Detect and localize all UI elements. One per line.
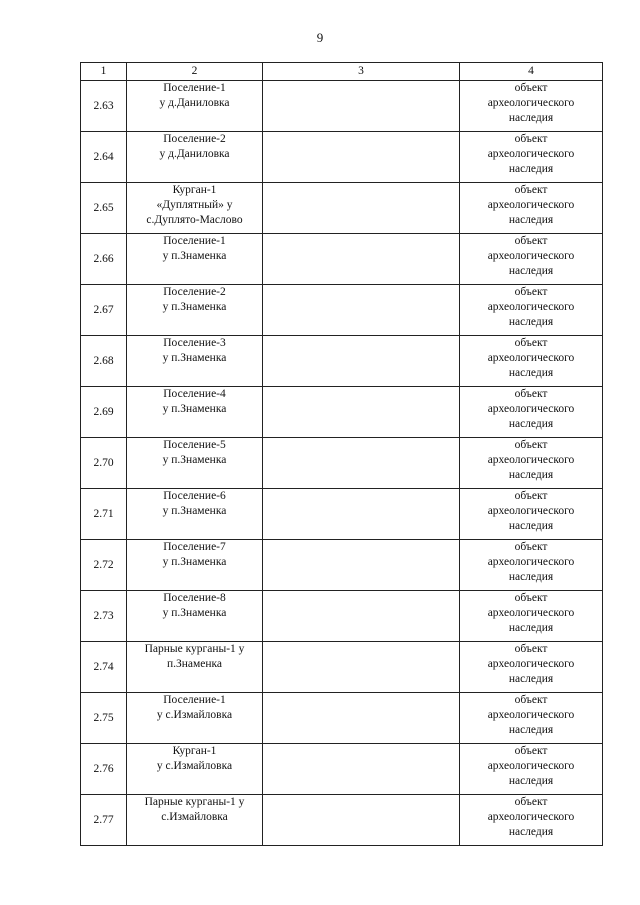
- object-status-line: наследия: [508, 418, 554, 430]
- column-3-cell: [263, 693, 460, 744]
- object-status-cell: [460, 489, 603, 540]
- row-number: 2.65: [81, 183, 127, 234]
- object-status-cell: [460, 387, 603, 438]
- object-status-line: наследия: [508, 214, 554, 226]
- object-name-line: «Дуплятный» у: [156, 199, 233, 211]
- object-status-line: объект: [514, 235, 548, 247]
- table-row: [81, 642, 603, 693]
- object-name-line: у п.Знаменка: [162, 352, 227, 364]
- object-status-line: археологического: [487, 199, 575, 211]
- object-status-cell: [460, 795, 603, 846]
- object-status-line: наследия: [508, 265, 554, 277]
- object-status-cell: [460, 234, 603, 285]
- object-status-cell: [460, 336, 603, 387]
- object-status-line: археологического: [487, 607, 575, 619]
- table-row: [81, 540, 603, 591]
- heritage-objects-table: [80, 62, 603, 846]
- object-name-line: с.Дуплято-Маслово: [146, 214, 243, 226]
- column-3-cell: [263, 642, 460, 693]
- row-number: 2.71: [81, 489, 127, 540]
- table-row: [81, 438, 603, 489]
- object-name-line: Поселение-5: [163, 439, 226, 451]
- object-status-line: объект: [514, 337, 548, 349]
- object-name-line: у п.Знаменка: [162, 505, 227, 517]
- object-name-line: Поселение-1: [163, 82, 226, 94]
- table-row: [81, 234, 603, 285]
- object-name-line: Курган-1: [172, 184, 217, 196]
- column-header-1: 1: [81, 63, 127, 81]
- object-name-line: у с.Измайловка: [156, 760, 233, 772]
- object-name-line: Парные курганы-1 у: [144, 643, 245, 655]
- object-status-line: объект: [514, 541, 548, 553]
- row-number: 2.63: [81, 81, 127, 132]
- table-row: [81, 489, 603, 540]
- column-header-4: 4: [460, 63, 603, 81]
- object-status-cell: [460, 744, 603, 795]
- object-status-line: наследия: [508, 826, 554, 838]
- object-status-line: объект: [514, 796, 548, 808]
- object-status-line: наследия: [508, 469, 554, 481]
- object-status-cell: [460, 438, 603, 489]
- column-3-cell: [263, 285, 460, 336]
- column-3-cell: [263, 336, 460, 387]
- table-row: [81, 336, 603, 387]
- object-name-cell: [127, 132, 263, 183]
- object-status-line: археологического: [487, 403, 575, 415]
- object-name-cell: [127, 591, 263, 642]
- column-3-cell: [263, 183, 460, 234]
- column-header-3: 3: [263, 63, 460, 81]
- object-status-line: объект: [514, 694, 548, 706]
- object-name-line: Поселение-7: [163, 541, 226, 553]
- row-number: 2.77: [81, 795, 127, 846]
- object-name-line: п.Знаменка: [166, 658, 223, 670]
- object-name-line: с.Измайловка: [161, 811, 228, 823]
- table-row: [81, 285, 603, 336]
- object-status-line: наследия: [508, 520, 554, 532]
- object-name-line: у с.Измайловка: [156, 709, 233, 721]
- object-status-line: археологического: [487, 658, 575, 670]
- object-status-cell: [460, 183, 603, 234]
- row-number: 2.74: [81, 642, 127, 693]
- row-number: 2.66: [81, 234, 127, 285]
- row-number: 2.70: [81, 438, 127, 489]
- object-name-cell: [127, 693, 263, 744]
- table-header: [81, 63, 603, 81]
- object-name-line: Парные курганы-1 у: [144, 796, 245, 808]
- row-number: 2.72: [81, 540, 127, 591]
- object-name-cell: [127, 234, 263, 285]
- object-status-line: объект: [514, 184, 548, 196]
- object-name-line: Поселение-4: [163, 388, 226, 400]
- object-status-line: археологического: [487, 148, 575, 160]
- object-status-line: археологического: [487, 352, 575, 364]
- table-row: [81, 591, 603, 642]
- row-number: 2.67: [81, 285, 127, 336]
- object-status-line: археологического: [487, 556, 575, 568]
- object-status-cell: [460, 591, 603, 642]
- object-name-cell: [127, 387, 263, 438]
- table-row: [81, 387, 603, 438]
- object-name-line: Поселение-2: [163, 133, 226, 145]
- column-3-cell: [263, 81, 460, 132]
- column-3-cell: [263, 132, 460, 183]
- object-name-line: у п.Знаменка: [162, 301, 227, 313]
- object-status-line: объект: [514, 82, 548, 94]
- object-name-line: Курган-1: [172, 745, 217, 757]
- object-name-line: Поселение-6: [163, 490, 226, 502]
- object-status-line: наследия: [508, 724, 554, 736]
- object-status-cell: [460, 642, 603, 693]
- object-status-line: археологического: [487, 760, 575, 772]
- object-name-cell: [127, 795, 263, 846]
- object-status-cell: [460, 81, 603, 132]
- row-number: 2.73: [81, 591, 127, 642]
- object-name-line: Поселение-8: [163, 592, 226, 604]
- object-name-cell: [127, 438, 263, 489]
- table-row: [81, 795, 603, 846]
- table-body: [81, 81, 603, 846]
- object-status-line: объект: [514, 490, 548, 502]
- object-name-line: у п.Знаменка: [162, 454, 227, 466]
- table-row: [81, 183, 603, 234]
- object-status-line: наследия: [508, 673, 554, 685]
- object-status-line: наследия: [508, 163, 554, 175]
- object-status-line: археологического: [487, 505, 575, 517]
- object-name-line: Поселение-1: [163, 694, 226, 706]
- object-name-cell: [127, 183, 263, 234]
- object-status-line: наследия: [508, 316, 554, 328]
- column-3-cell: [263, 591, 460, 642]
- object-status-line: объект: [514, 592, 548, 604]
- row-number: 2.64: [81, 132, 127, 183]
- table-row: [81, 744, 603, 795]
- object-status-line: наследия: [508, 775, 554, 787]
- page-number: 9: [316, 30, 324, 45]
- object-status-line: объект: [514, 388, 548, 400]
- column-3-cell: [263, 744, 460, 795]
- header-row: [81, 63, 603, 81]
- object-status-line: наследия: [508, 622, 554, 634]
- object-status-line: объект: [514, 643, 548, 655]
- object-status-cell: [460, 285, 603, 336]
- object-name-line: Поселение-2: [163, 286, 226, 298]
- object-status-line: археологического: [487, 97, 575, 109]
- column-3-cell: [263, 795, 460, 846]
- object-status-line: наследия: [508, 112, 554, 124]
- object-name-cell: [127, 642, 263, 693]
- object-status-line: наследия: [508, 571, 554, 583]
- object-status-line: объект: [514, 745, 548, 757]
- object-status-line: наследия: [508, 367, 554, 379]
- column-3-cell: [263, 540, 460, 591]
- object-name-line: у п.Знаменка: [162, 403, 227, 415]
- object-name-cell: [127, 489, 263, 540]
- object-name-line: у д.Даниловка: [159, 148, 230, 160]
- table-row: [81, 132, 603, 183]
- object-name-line: Поселение-3: [163, 337, 226, 349]
- column-3-cell: [263, 438, 460, 489]
- object-status-cell: [460, 540, 603, 591]
- row-number: 2.75: [81, 693, 127, 744]
- object-status-line: археологического: [487, 250, 575, 262]
- object-status-line: объект: [514, 133, 548, 145]
- object-name-line: у п.Знаменка: [162, 607, 227, 619]
- object-status-line: археологического: [487, 709, 575, 721]
- object-status-line: объект: [514, 439, 548, 451]
- row-number: 2.68: [81, 336, 127, 387]
- object-status-line: археологического: [487, 454, 575, 466]
- object-status-cell: [460, 693, 603, 744]
- object-name-cell: [127, 336, 263, 387]
- table-row: [81, 693, 603, 744]
- row-number: 2.69: [81, 387, 127, 438]
- object-name-line: у п.Знаменка: [162, 250, 227, 262]
- row-number: 2.76: [81, 744, 127, 795]
- object-status-line: археологического: [487, 301, 575, 313]
- object-name-cell: [127, 81, 263, 132]
- object-status-line: объект: [514, 286, 548, 298]
- column-3-cell: [263, 387, 460, 438]
- object-name-line: у п.Знаменка: [162, 556, 227, 568]
- object-name-cell: [127, 285, 263, 336]
- object-status-cell: [460, 132, 603, 183]
- object-name-line: Поселение-1: [163, 235, 226, 247]
- column-header-2: 2: [127, 63, 263, 81]
- table-row: [81, 81, 603, 132]
- object-name-cell: [127, 540, 263, 591]
- column-3-cell: [263, 489, 460, 540]
- object-status-line: археологического: [487, 811, 575, 823]
- object-name-cell: [127, 744, 263, 795]
- column-3-cell: [263, 234, 460, 285]
- object-name-line: у д.Даниловка: [159, 97, 230, 109]
